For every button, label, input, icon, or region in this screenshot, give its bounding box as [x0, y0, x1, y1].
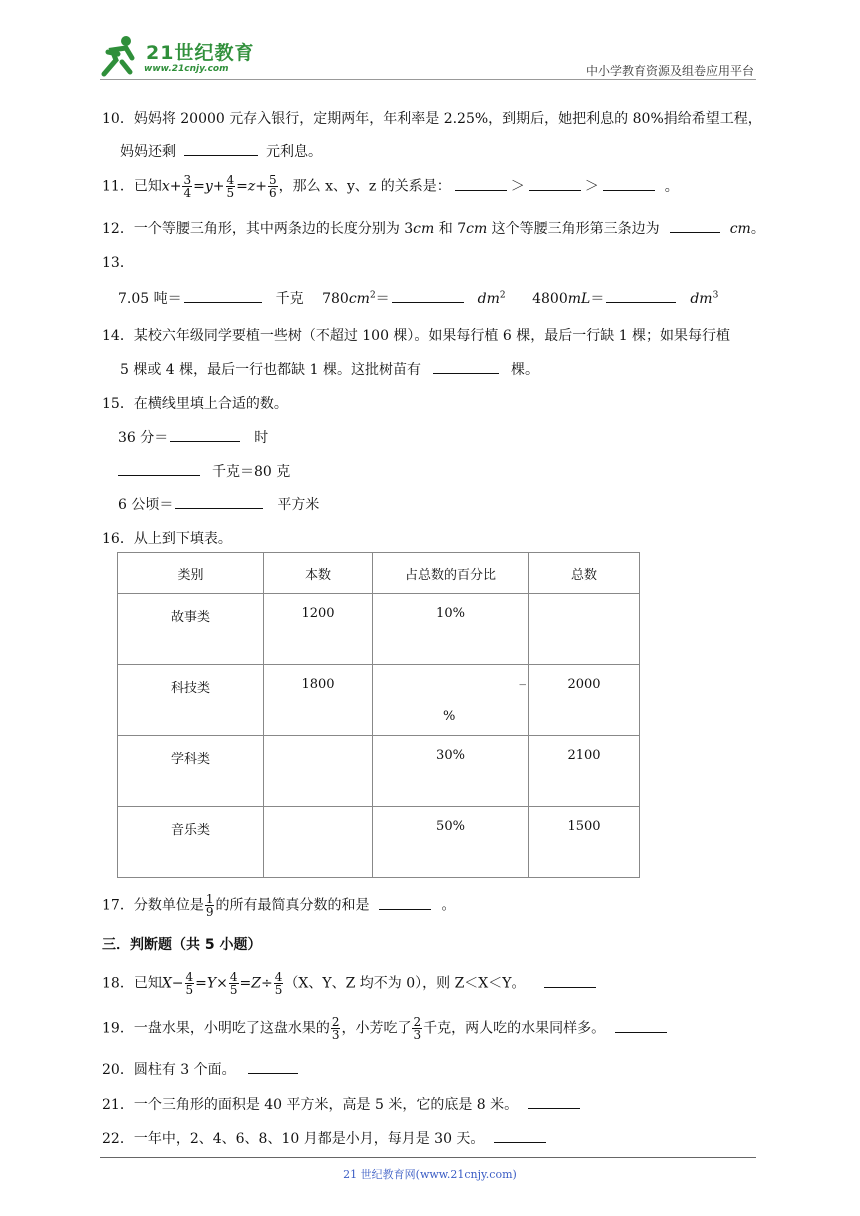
- table-header: 总数: [529, 553, 640, 594]
- question-11: 11．已知x+ $\frac{3}{4}$ =y+ $\frac{4}{5}$ =z+ $\frac{5}{6}$ ，那么 x、y、z 的关系是： ＞ ＞ 。: [102, 173, 679, 200]
- answer-blank: [670, 218, 720, 233]
- answer-blank: [615, 1018, 667, 1033]
- header-divider: [100, 79, 756, 80]
- question-15-row1: 36 分＝ 时: [118, 427, 268, 447]
- table-cell: 1800: [264, 665, 373, 736]
- table-row: [118, 594, 640, 665]
- fraction: $\frac{4}{5}$: [226, 173, 235, 200]
- table-cell: [529, 594, 640, 665]
- table-cell: 学科类: [118, 736, 264, 807]
- fraction: $\frac{2}{3}$: [413, 1015, 422, 1042]
- table-cell: 故事类: [118, 594, 264, 665]
- table-cell: 音乐类: [118, 807, 264, 878]
- answer-blank: [175, 494, 263, 509]
- fraction: $\frac{3}{4}$: [183, 173, 192, 200]
- answer-blank: [603, 176, 655, 191]
- fraction: $\frac{2}{3}$: [331, 1015, 340, 1042]
- answer-blank: [379, 895, 431, 910]
- answer-blank: [529, 176, 581, 191]
- question-16-title: 16．从上到下填表。: [102, 531, 232, 547]
- fill-table: [117, 552, 640, 878]
- answer-blank: [494, 1128, 546, 1143]
- answer-blank: [184, 141, 258, 156]
- table-header: 占总数的百分比: [373, 553, 529, 594]
- table-row: [118, 665, 640, 736]
- section-judgement-title: 三．判断题（共 5 小题）: [102, 937, 262, 953]
- logo-text: 21世纪教育: [146, 42, 255, 64]
- table-cell: 2100: [529, 736, 640, 807]
- question-15-title: 15．在横线里填上合适的数。: [102, 396, 288, 412]
- answer-blank: [455, 176, 507, 191]
- question-12: 12．一个等腰三角形，其中两条边的长度分别为 3cm 和 7cm 这个等腰三角形第三条边为 cm。: [102, 218, 765, 238]
- header-platform-title: 中小学教育资源及组卷应用平台: [585, 64, 754, 78]
- answer-blank-dash: _: [519, 671, 526, 686]
- question-21: 21．一个三角形的面积是 40 平方米，高是 5 米，它的底是 8 米。: [102, 1094, 584, 1114]
- fraction: $\frac{4}{5}$: [185, 970, 194, 997]
- table-cell: 10%: [373, 594, 529, 665]
- table-cell: 30%: [373, 736, 529, 807]
- question-19: 19．一盘水果，小明吃了这盘水果的 $\frac{2}{3}$ ，小芳吃了 $\frac{2}{3}$ 千克，两人吃的水果同样多。: [102, 1016, 671, 1041]
- question-15-row2: 千克＝80 克: [118, 461, 290, 481]
- answer-blank: [528, 1094, 580, 1109]
- table-row: [118, 736, 640, 807]
- table-header-row: [118, 553, 640, 594]
- percent-sign: %: [443, 709, 456, 724]
- answer-blank: [118, 461, 200, 476]
- logo-url: www.21cnjy.com: [144, 64, 229, 74]
- table-cell: 50%: [373, 807, 529, 878]
- fraction: $\frac{5}{6}$: [269, 173, 277, 200]
- question-10-line2: 妈妈还剩 元利息。: [120, 141, 322, 161]
- runner-icon: [96, 34, 142, 78]
- answer-blank: [170, 427, 240, 442]
- answer-blank: [392, 288, 464, 303]
- table-row: [118, 807, 640, 878]
- fraction: $\frac{4}{5}$: [274, 970, 283, 997]
- fraction: $\frac{4}{5}$: [229, 970, 238, 997]
- table-cell: 1200: [264, 594, 373, 665]
- question-14-line1: 14．某校六年级同学要植一些树（不超过 100 棵）。如果每行植 6 棵，最后一行缺 1 棵；如果每行植: [102, 328, 731, 344]
- site-logo: [96, 34, 256, 78]
- question-13-conversions: 7.05 吨＝ 千克 $780cm^2= dm^2$ $4800mL= dm^3$: [118, 288, 718, 308]
- question-17: 17．分数单位是 $\frac{1}{9}$ 的所有最简真分数的和是 。: [102, 892, 456, 919]
- answer-blank: [248, 1059, 298, 1074]
- table-cell: [264, 736, 373, 807]
- question-20: 20．圆柱有 3 个面。: [102, 1059, 302, 1079]
- answer-blank: [433, 359, 499, 374]
- fraction: $\frac{1}{9}$: [205, 892, 214, 919]
- question-13-number: 13．: [102, 255, 134, 271]
- answer-blank: [184, 288, 262, 303]
- question-10-line1: 10．妈妈将 20000 元存入银行，定期两年，年利率是 2.25%，到期后，她把利息的 80%捐给希望工程，: [102, 111, 762, 127]
- question-15-row3: 6 公顷＝ 平方米: [118, 494, 319, 514]
- answer-blank: [606, 288, 676, 303]
- footer-divider: [100, 1157, 756, 1158]
- table-cell: 2000: [529, 665, 640, 736]
- question-18: 18．已知X− $\frac{4}{5}$ =Y× $\frac{4}{5}$ =Z÷ $\frac{4}{5}$ （X、Y、Z 均不为 0），则 Z＜X＜Y。: [102, 971, 600, 996]
- table-header: 本数: [264, 553, 373, 594]
- table-header: 类别: [118, 553, 264, 594]
- table-cell: 科技类: [118, 665, 264, 736]
- table-cell: [373, 665, 529, 736]
- footer-source: 21 世纪教育网(www.21cnjy.com): [343, 1168, 517, 1181]
- answer-blank: [544, 973, 596, 988]
- question-14-line2: 5 棵或 4 棵，最后一行也都缺 1 棵。这批树苗有 棵。: [120, 359, 539, 379]
- table-cell: [264, 807, 373, 878]
- question-22: 22．一年中，2、4、6、8、10 月都是小月，每月是 30 天。: [102, 1128, 550, 1148]
- table-cell: 1500: [529, 807, 640, 878]
